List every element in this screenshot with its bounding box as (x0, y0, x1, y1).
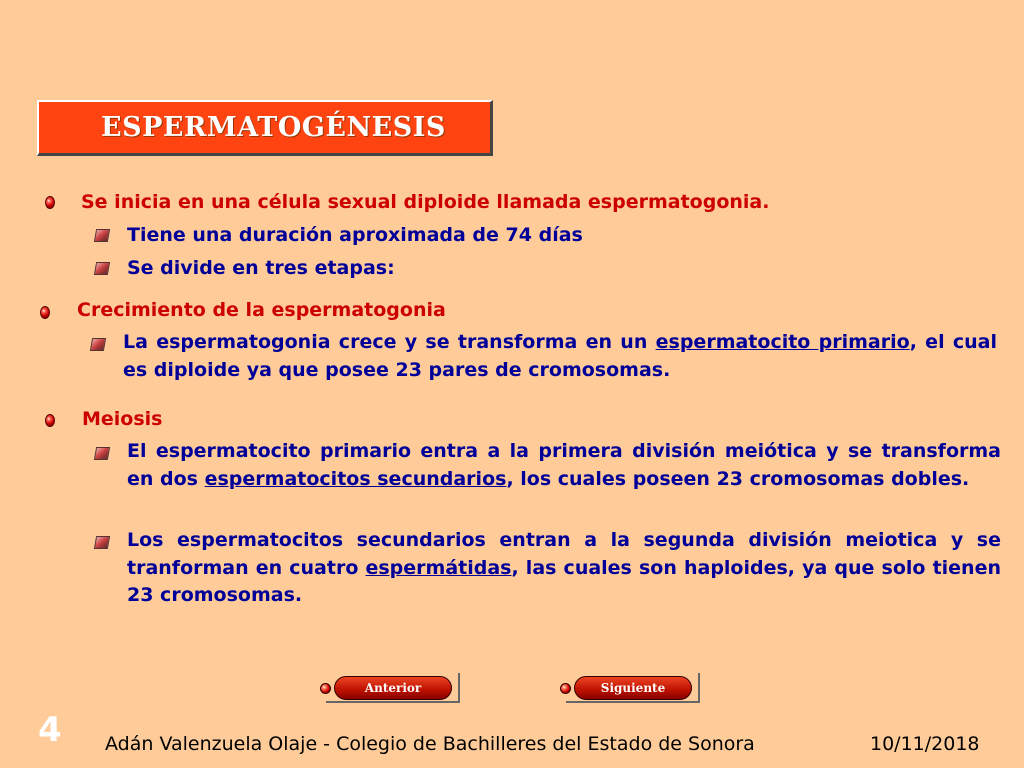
link-espermatocito-primario[interactable]: espermatocito primario (655, 331, 910, 353)
square-bullet-icon (90, 338, 106, 351)
bullet-intro: Se inicia en una célula sexual diploide llamada espermatogonia. (81, 191, 770, 213)
link-espermatocitos-secundarios[interactable]: espermatocitos secundarios (204, 467, 507, 490)
meiosis2-text-a: Los espermatocitos secundarios entran a la segunda división meiotica y se tranforman en cuatro (127, 529, 1001, 579)
meiosis1-text-a: El espermatocito primario entra a la primera división meiótica y se transforma en dos (127, 440, 1001, 490)
prev-nav[interactable] (320, 676, 460, 702)
square-bullet-icon (94, 262, 110, 275)
red-ball-icon (320, 683, 331, 694)
slide-title: ESPERMATOGÉNESIS (101, 112, 446, 143)
footer-author: Adán Valenzuela Olaje - Colegio de Bachilleres del Estado de Sonora (105, 733, 755, 755)
next-nav[interactable] (560, 676, 700, 702)
siguiente-button[interactable]: Siguiente (574, 676, 692, 700)
bullet-duration: Tiene una duración aproximada de 74 días (127, 224, 583, 246)
square-bullet-icon (94, 447, 110, 460)
square-bullet-icon (94, 229, 110, 242)
square-bullet-icon (94, 536, 110, 549)
red-bullet-icon (45, 414, 55, 427)
meiosis-second-paragraph (127, 527, 1001, 610)
meiosis2-text-b: , las cuales son haploides, ya que solo tienen 23 cromosomas. (127, 556, 1001, 606)
bullet-meiosis-heading: Meiosis (82, 408, 163, 430)
meiosis-first-paragraph (127, 438, 1001, 493)
meiosis1-text-b: , los cuales poseen 23 cromosomas dobles. (506, 467, 970, 490)
anterior-button[interactable]: Anterior (334, 676, 452, 700)
red-bullet-icon (45, 196, 55, 209)
red-bullet-icon (40, 306, 50, 319)
red-ball-icon (560, 683, 571, 694)
bullet-stages: Se divide en tres etapas: (127, 257, 395, 279)
growth-paragraph (123, 329, 997, 384)
page-number: 4 (38, 710, 62, 750)
bullet-growth-heading: Crecimiento de la espermatogonia (77, 299, 446, 321)
growth-text-a: La espermatogonia crece y se transforma en un (123, 331, 656, 353)
footer-date: 10/11/2018 (870, 733, 980, 755)
growth-text-b: , el cual es diploide ya que posee 23 pares de cromosomas. (123, 331, 997, 381)
link-espermatidas[interactable]: espermátidas (365, 556, 512, 579)
title-box (37, 100, 493, 156)
